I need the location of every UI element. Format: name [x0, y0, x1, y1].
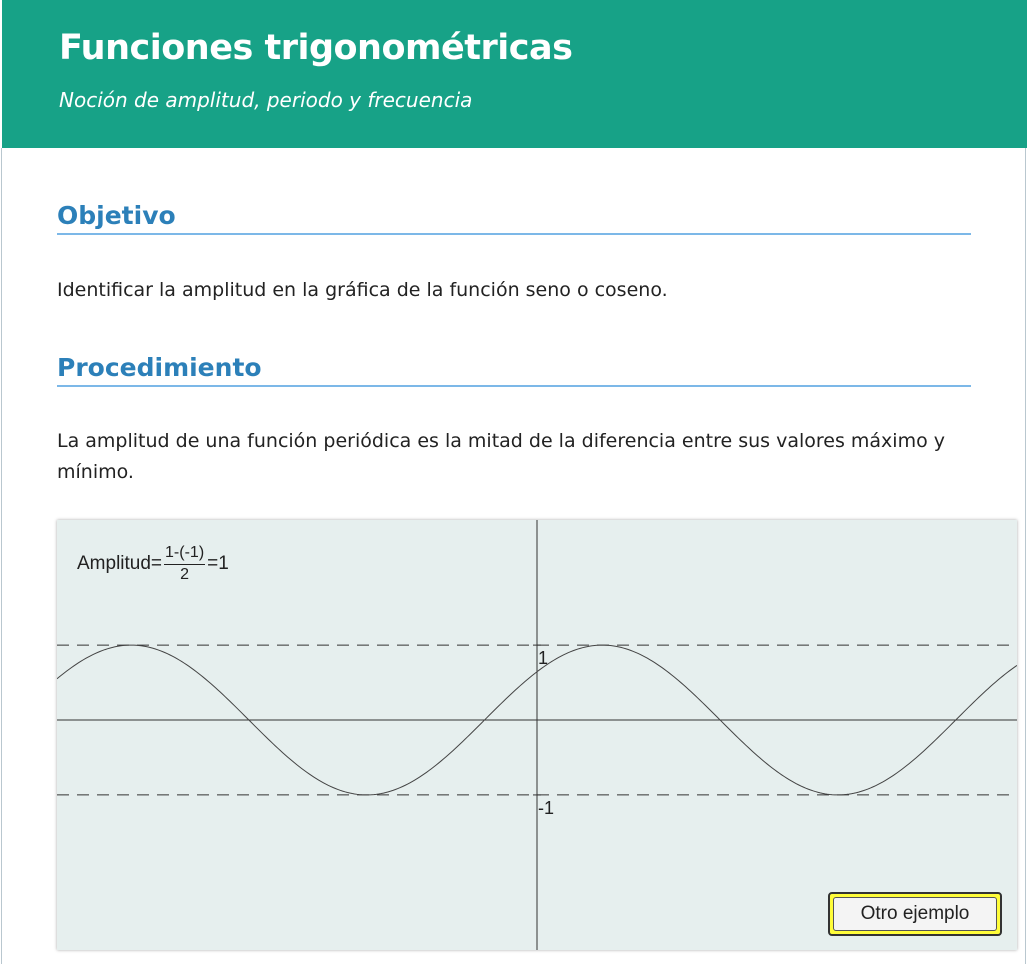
graph-applet[interactable] — [57, 520, 1017, 950]
content-left-border — [1, 148, 2, 964]
header-banner — [2, 0, 1027, 148]
y-tick-label: 1 — [538, 648, 549, 669]
procedimiento-heading: Procedimiento — [57, 353, 971, 387]
formula-result: =1 — [207, 553, 229, 574]
otro-ejemplo-label: Otro ejemplo — [833, 897, 997, 931]
page-subtitle: Noción de amplitud, periodo y frecuencia — [59, 88, 473, 112]
objetivo-heading: Objetivo — [57, 201, 971, 235]
procedimiento-text: La amplitud de una función periódica es la mitad de la diferencia entre sus valores máximo y mínimo. — [57, 430, 945, 483]
formula-fraction — [164, 544, 205, 584]
formula-denominator: 2 — [180, 566, 190, 583]
amplitude-formula — [77, 544, 229, 584]
formula-numerator: 1-(-1) — [164, 544, 205, 565]
page-title: Funciones trigonométricas — [59, 28, 573, 68]
content-right-border — [1025, 148, 1026, 964]
graph-canvas — [57, 520, 1017, 950]
formula-label: Amplitud= — [77, 553, 163, 574]
otro-ejemplo-button[interactable] — [828, 892, 1002, 936]
objetivo-text: Identificar la amplitud en la gráfica de la función seno o coseno. — [57, 279, 668, 301]
y-tick-label: -1 — [538, 797, 555, 818]
